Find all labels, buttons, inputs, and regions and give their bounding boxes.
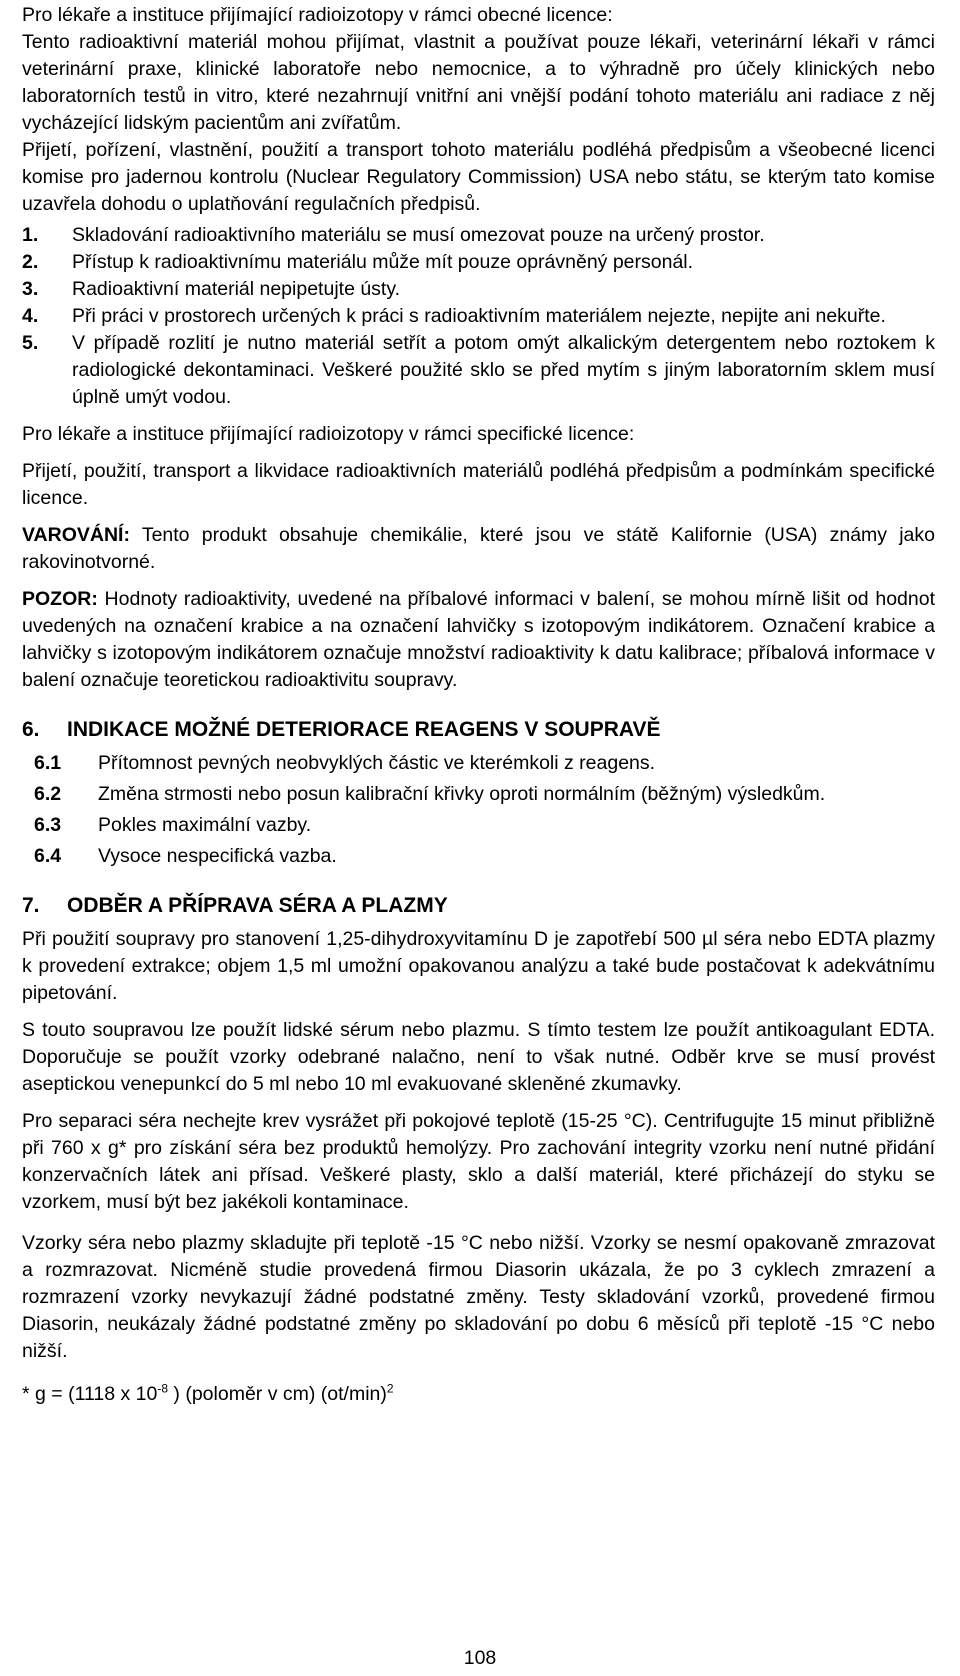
section-6-heading [22,716,935,744]
page-number: 108 [463,1647,497,1669]
section-6-number: 6. [22,718,40,741]
section-6-list [22,750,935,870]
footnote-prefix: * g = (1118 x 10 [22,1383,158,1405]
caution-paragraph [22,586,935,694]
list-item [34,812,935,839]
list-item-number: 6.1 [34,752,62,774]
warning-label: VAROVÁNÍ: [22,524,130,546]
list-item-number: 6.3 [34,814,62,836]
section-7-number: 7. [22,894,40,917]
list-item-text: Skladování radioaktivního materiálu se musí omezovat pouze na určený prostor. [72,224,765,246]
warning-text: Tento produkt obsahuje chemikálie, které jsou ve státě Kalifornie (USA) známy jako rakovinotvorné. [22,524,935,573]
section-7-title: ODBĚR A PŘÍPRAVA SÉRA A PLAZMY [67,894,448,917]
section-7-para4: Vzorky séra nebo plazmy skladujte při teplotě -15 °C nebo nižší. Vzorky se nesmí opakovaně zmrazovat a rozmrazovat. Nicméně studie provedená firmou Diasorin ukázala, že po 3 cyklech zmrazení a rozmrazení vzorky nevykazují žádné podstatné změny. Testy skladování vzorků, provedené firmou Diasorin, neukázaly žádné podstatné změny po skladování po dobu 6 měsíců při teplotě -15 °C nebo nižší. [22,1232,935,1362]
list-item [22,303,935,330]
document-page [22,2,935,1408]
list-item-text: Přítomnost pevných neobvyklých částic ve kterémkoli z reagens. [98,752,656,774]
list-item-text: Při práci v prostorech určených k práci s radioaktivním materiálem nejezte, nepijte ani nekuřte. [72,305,886,327]
list-item [34,750,935,777]
caution-label: POZOR: [22,588,98,610]
list-item-text: Vysoce nespecifická vazba. [98,845,337,867]
section-7-para1: Při použití soupravy pro stanovení 1,25-dihydroxyvitamínu D je zapotřebí 500 µl séra nebo EDTA plazmy k provedení extrakce; objem 1,5 ml umožní opakovanou analýzu a také bude postačovat k adekvátnímu pipetování. [22,928,935,1004]
list-item [22,249,935,276]
list-item-text: Přístup k radioaktivnímu materiálu může mít pouze oprávněný personál. [72,251,694,273]
general-license-para1: Tento radioaktivní materiál mohou přijímat, vlastnit a používat pouze lékaři, veterinární lékaři v rámci veterinární praxe, klinické laboratoře nebo nemocnice, a to výhradně pro účely klinických nebo laboratorních testů in vitro, které nezahrnují vnitřní ani vnější podání tohoto materiálu ani radiace z něj vycházející lidským pacientům ani zvířatům. [22,31,935,134]
section-7-para2: S touto soupravou lze použít lidské sérum nebo plazmu. S tímto testem lze použít antikoagulant EDTA. Doporučuje se použít vzorky odebrané nalačno, není to však nutné. Odběr krve se musí provést aseptickou venepunkcí do 5 ml nebo 10 ml evakuované skleněné zkumavky. [22,1019,935,1095]
list-item-number: 3. [22,278,39,300]
section-7-heading [22,892,935,920]
list-item-text: Změna strmosti nebo posun kalibrační křivky oproti normálním (běžným) výsledkům. [98,783,826,805]
general-license-para2: Přijetí, pořízení, vlastnění, použití a transport tohoto materiálu podléhá předpisům a všeobecné licenci komise pro jadernou kontrolu (Nuclear Regulatory Commission) USA nebo státu, se kterým tato komise uzavřela dohodu o uplatňování regulačních předpisů. [22,139,935,215]
general-license-heading: Pro lékaře a instituce přijímající radioizotopy v rámci obecné licence: [22,4,613,26]
list-item [22,330,935,411]
list-item [34,843,935,870]
section-6-title: INDIKACE MOŽNÉ DETERIORACE REAGENS V SOUPRAVĚ [67,718,661,741]
warning-paragraph [22,522,935,576]
list-item-number: 6.4 [34,845,62,867]
list-item [22,222,935,249]
specific-license-heading: Pro lékaře a instituce přijímající radioizotopy v rámci specifické licence: [22,423,635,445]
footnote-middle: ) (poloměr v cm) (ot/min) [168,1383,387,1405]
list-item-text: V případě rozlití je nutno materiál setřít a potom omýt alkalickým detergentem nebo roztokem k radiologické dekontaminaci. Veškeré použité sklo se před mytím s jiným laboratorním sklem musí úplně umýt vodou. [72,332,935,408]
list-item-text: Pokles maximální vazby. [98,814,312,836]
centrifuge-footnote [22,1381,935,1408]
list-item-number: 6.2 [34,783,62,805]
list-item-text: Radioaktivní materiál nepipetujte ústy. [72,278,401,300]
footnote-power: 2 [386,1381,394,1396]
caution-text: Hodnoty radioaktivity, uvedené na příbalové informaci v balení, se mohou mírně lišit od hodnot uvedených na označení krabice a na označení lahvičky s izotopovým indikátorem. Označení krabice a lahvičky s izotopovým indikátorem označuje množství radioaktivity k datu kalibrace; příbalová informace v balení označuje teoretickou radioaktivitu soupravy. [22,588,935,691]
radioactive-rules-list [22,222,935,411]
list-item-number: 5. [22,332,39,354]
specific-license-para: Přijetí, použití, transport a likvidace radioaktivních materiálů podléhá předpisům a podmínkám specifické licence. [22,460,935,509]
section-7-para3: Pro separaci séra nechejte krev vysrážet při pokojové teplotě (15-25 °C). Centrifugujte 15 minut přibližně při 760 x g* pro získání séra bez produktů hemolýzy. Pro zachování integrity vzorku není nutné přidání konzervačních látek ani přísad. Veškeré plasty, sklo a další materiál, které přicházejí do styku se vzorkem, musí být bez jakékoli kontaminace. [22,1110,935,1213]
list-item-number: 2. [22,251,39,273]
list-item-number: 1. [22,224,39,246]
list-item [22,276,935,303]
footnote-exponent: -8 [157,1381,169,1396]
list-item-number: 4. [22,305,39,327]
list-item [34,781,935,808]
